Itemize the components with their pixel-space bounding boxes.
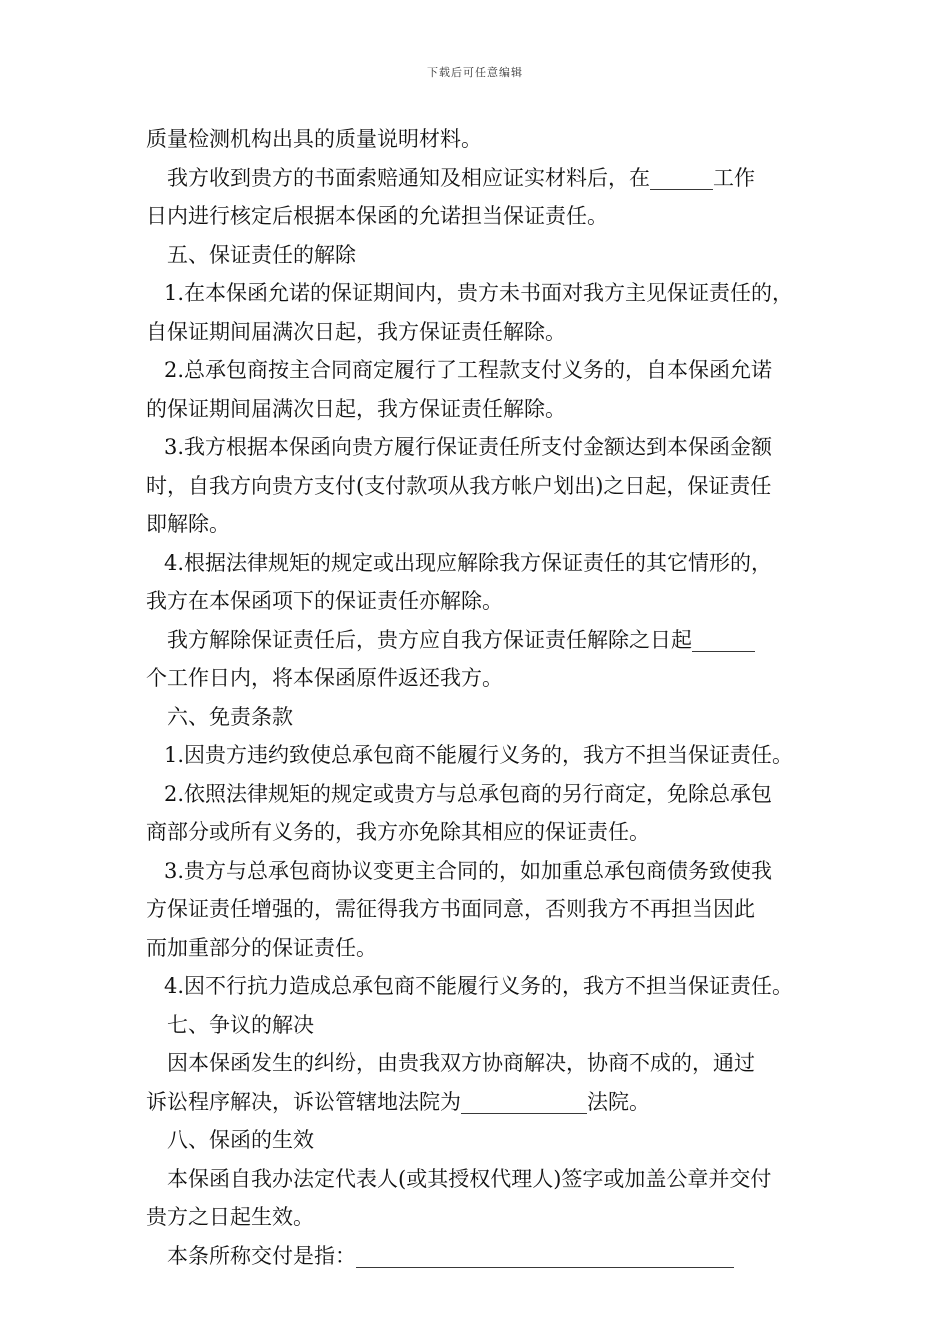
- section-heading-8: 八、保函的生效: [167, 1128, 314, 1152]
- clause-item: 3.我方根据本保函向贵方履行保证责任所支付金额达到本保函金额: [164, 435, 773, 459]
- clause-item: 1.在本保函允诺的保证期间内，贵方未书面对我方主见保证责任的，: [164, 281, 794, 305]
- section-heading-6: 六、免责条款: [167, 704, 293, 729]
- paragraph-line: 我方在本保函项下的保证责任亦解除。: [146, 589, 503, 613]
- paragraph-line: 个工作日内，将本保函原件返还我方。: [146, 666, 503, 690]
- paragraph-line: 日内进行核定后根据本保函的允诺担当保证责任。: [146, 204, 608, 228]
- clause-item: 2.总承包商按主合同商定履行了工程款支付义务的，自本保函允诺: [164, 358, 773, 382]
- paragraph-line: 我方解除保证责任后，贵方应自我方保证责任解除之日起______: [167, 627, 755, 652]
- paragraph-line: 即解除。: [146, 512, 230, 536]
- clause-item: 1.因贵方违约致使总承包商不能履行义务的，我方不担当保证责任。: [164, 743, 794, 767]
- clause-item: 2.依照法律规矩的规定或贵方与总承包商的另行商定，免除总承包: [164, 781, 773, 806]
- paragraph-line: 诉讼程序解决，诉讼管辖地法院为____________法院。: [146, 1089, 650, 1114]
- paragraph-line: 本保函自我办法定代表人(或其授权代理人)签字或加盖公章并交付: [167, 1166, 772, 1191]
- clause-item: 4.根据法律规矩的规定或出现应解除我方保证责任的其它情形的，: [164, 550, 773, 575]
- clause-item: 3.贵方与总承包商协议变更主合同的，如加重总承包商债务致使我: [164, 858, 773, 883]
- paragraph-line: 我方收到贵方的书面索赔通知及相应证实材料后，在______工作: [167, 165, 755, 190]
- paragraph-line: 的保证期间届满次日起，我方保证责任解除。: [146, 396, 566, 421]
- paragraph-line: 贵方之日起生效。: [146, 1205, 314, 1229]
- paragraph-line: 时，自我方向贵方支付(支付款项从我方帐户划出)之日起，保证责任: [146, 473, 772, 498]
- document-body: [146, 120, 826, 1275]
- paragraph-line: 质量检测机构出具的质量说明材料。: [146, 127, 482, 151]
- paragraph-line: 商部分或所有义务的，我方亦免除其相应的保证责任。: [146, 820, 650, 844]
- paragraph-line: 而加重部分的保证责任。: [146, 935, 377, 960]
- page-header: 下载后可任意编辑: [427, 66, 523, 79]
- paragraph-line: 因本保函发生的纠纷，由贵我双方协商解决，协商不成的，通过: [167, 1051, 755, 1075]
- section-heading-7: 七、争议的解决: [167, 1012, 314, 1037]
- paragraph-line: 方保证责任增强的，需征得我方书面同意，否则我方不再担当因此: [146, 897, 755, 921]
- clause-item: 4.因不行抗力造成总承包商不能履行义务的，我方不担当保证责任。: [164, 974, 794, 998]
- section-heading-5: 五、保证责任的解除: [167, 242, 356, 267]
- paragraph-line: 本条所称交付是指：____________________________________: [167, 1243, 734, 1268]
- paragraph-line: 自保证期间届满次日起，我方保证责任解除。: [146, 319, 566, 344]
